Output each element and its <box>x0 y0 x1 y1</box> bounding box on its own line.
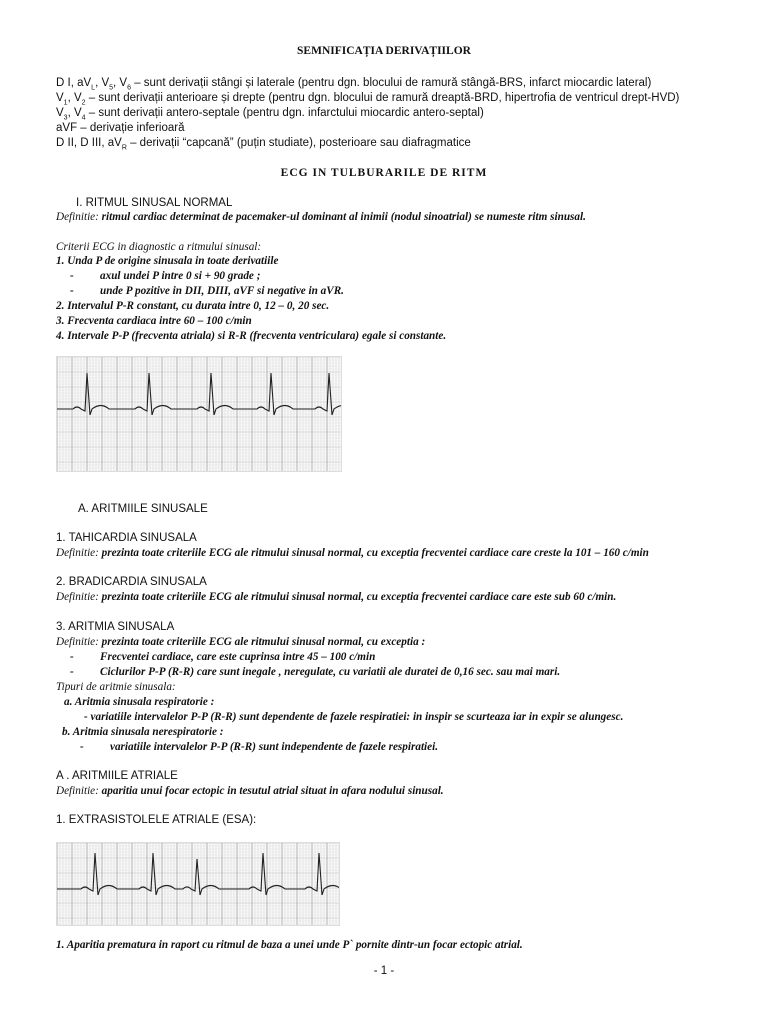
definition-label: Definitie: <box>56 636 99 648</box>
text: – sunt derivații stângi și laterale (pentru dgn. blocului de ramură stângă-BRS, infarct miocardic lateral) <box>131 77 652 89</box>
subscript: 5 <box>109 84 114 92</box>
text: – sunt derivații anterioare și drepte (pentru dgn. blocului de ramură dreaptă-BRD, hipertrofia de ventricul drept-HVD) <box>85 92 680 104</box>
text: V <box>56 92 64 104</box>
ritm-sinusal-definition <box>56 210 586 224</box>
ecg-grid <box>57 357 341 471</box>
text: variatiile intervalelor P-P (R-R) sunt independente de fazele respiratiei. <box>110 741 439 753</box>
text: , V <box>113 77 128 89</box>
text: D II, D III, aV <box>56 137 122 149</box>
definition-label: Definitie: <box>56 211 99 223</box>
criteriu-3: 3. Frecventa cardiaca intre 60 – 100 c/min <box>56 315 252 327</box>
subscript: 6 <box>127 84 131 92</box>
ecg-trace-1 <box>57 357 341 471</box>
subscript: R <box>121 144 127 152</box>
bullet-dash: - <box>70 285 74 297</box>
bullet-dash: - <box>80 741 84 753</box>
bradicardie-definition <box>56 590 616 604</box>
bradicardie-heading: 2. BRADICARDIA SINUSALA <box>56 576 207 588</box>
definition-label: Definitie: <box>56 591 99 603</box>
tipuri-label: Tipuri de aritmie sinusala: <box>56 681 176 693</box>
ecg-grid <box>57 843 339 925</box>
aritmii-sinusale-heading: A. ARITMIILE SINUSALE <box>78 503 208 515</box>
bullet-dash: - <box>70 270 74 282</box>
definition-label: Definitie: <box>56 547 99 559</box>
aritmii-atriale-heading: A . ARITMIILE ATRIALE <box>56 770 178 782</box>
criteriu-4: 4. Intervale P-P (frecventa atriala) si R-R (frecventa ventriculara) egale si constante. <box>56 330 447 342</box>
aritmia-sinusala-heading: 3. ARITMIA SINUSALA <box>56 621 175 633</box>
tip-a-text: - variatiile intervalelor P-P (R-R) sunt dependente de fazele respiratiei: in inspir se scurteaza iar in expir se alungesc. <box>84 711 624 723</box>
text: unde P pozitive in DII, DIII, aVF si negative in aVR. <box>100 285 344 297</box>
bullet-dash: - <box>70 651 74 663</box>
text: , V <box>67 92 82 104</box>
tahicardie-definition <box>56 546 649 560</box>
document-title: SEMNIFICAȚIA DERIVAȚIILOR <box>297 45 471 57</box>
aritmia-bullet-2 <box>56 665 560 679</box>
section-title: ECG IN TULBURARILE DE RITM <box>280 167 488 179</box>
aritmia-bullet-1 <box>56 650 375 664</box>
bullet-dash: - <box>70 666 74 678</box>
criteriu-1b <box>56 284 344 298</box>
tip-b-heading: b. Aritmia sinusala nerespiratorie : <box>62 726 224 738</box>
subscript: 2 <box>81 99 86 107</box>
page-number: - 1 - <box>373 965 395 977</box>
ecg-trace-line <box>57 373 341 415</box>
definition-text: prezinta toate criteriile ECG ale ritmului sinusal normal, cu exceptia : <box>98 636 426 648</box>
derivatii-line-4: aVF – derivație inferioară <box>56 122 185 134</box>
subscript: 1 <box>63 99 68 107</box>
subscript: L <box>91 84 96 92</box>
tahicardie-heading: 1. TAHICARDIA SINUSALA <box>56 532 197 544</box>
definition-text: aparitia unui focar ectopic in tesutul atrial situat in afara nodului sinusal. <box>98 785 444 797</box>
text: , V <box>67 107 82 119</box>
tip-a-heading: a. Aritmia sinusala respiratorie : <box>64 696 215 708</box>
ecg-strip-atrial-extrasystole <box>56 842 340 926</box>
derivatii-line-3 <box>56 106 484 120</box>
esa-criterion-1: 1. Aparitia prematura in raport cu ritmul de baza a unei unde P` pornite dintr-un focar ectopic atrial. <box>56 939 523 951</box>
text: V <box>56 107 64 119</box>
text: axul undei P intre 0 si + 90 grade ; <box>100 270 261 282</box>
derivatii-line-5 <box>56 136 471 150</box>
criteriu-1: 1. Unda P de origine sinusala in toate derivatiile <box>56 255 279 267</box>
text: – sunt derivații antero-septale (pentru dgn. infarctului miocardic antero-septal) <box>85 107 484 119</box>
subscript: 4 <box>81 114 86 122</box>
criteriu-1a <box>56 269 260 283</box>
definition-label: Definitie: <box>56 785 99 797</box>
text: Ciclurilor P-P (R-R) care sunt inegale , neregulate, cu variatii ale duratei de 0,16 sec. sau mai mari. <box>100 666 561 678</box>
definition-text: prezinta toate criteriile ECG ale ritmului sinusal normal, cu exceptia frecventei cardiace care este sub 60 c/min. <box>98 591 617 603</box>
aritmia-sinusala-definition <box>56 635 425 649</box>
ritm-sinusal-heading: I. RITMUL SINUSAL NORMAL <box>76 197 233 209</box>
aritmii-atriale-definition <box>56 784 444 798</box>
definition-text: ritmul cardiac determinat de pacemaker-ul dominant al inimii (nodul sinoatrial) se numeste ritm sinusal. <box>98 211 586 223</box>
derivatii-line-2 <box>56 91 679 105</box>
ecg-trace-2 <box>57 843 339 925</box>
definition-text: prezinta toate criteriile ECG ale ritmului sinusal normal, cu exceptia frecventei cardiace care creste la 101 – 160 c/min <box>98 547 649 559</box>
text: D I, aV <box>56 77 92 89</box>
criterii-label: Criterii ECG in diagnostic a ritmului sinusal: <box>56 241 262 253</box>
subscript: 3 <box>63 114 68 122</box>
derivatii-line-1 <box>56 76 651 90</box>
tip-b-text <box>66 740 438 754</box>
text: Frecventei cardiace, care este cuprinsa intre 45 – 100 c/min <box>100 651 376 663</box>
esa-heading: 1. EXTRASISTOLELE ATRIALE (ESA): <box>56 814 257 826</box>
text: – derivații “capcană” (puțin studiate), posterioare sau diafragmatice <box>126 137 471 149</box>
criteriu-2: 2. Intervalul P-R constant, cu durata intre 0, 12 – 0, 20 sec. <box>56 300 330 312</box>
ecg-strip-sinus-rhythm <box>56 356 342 472</box>
text: , V <box>95 77 110 89</box>
